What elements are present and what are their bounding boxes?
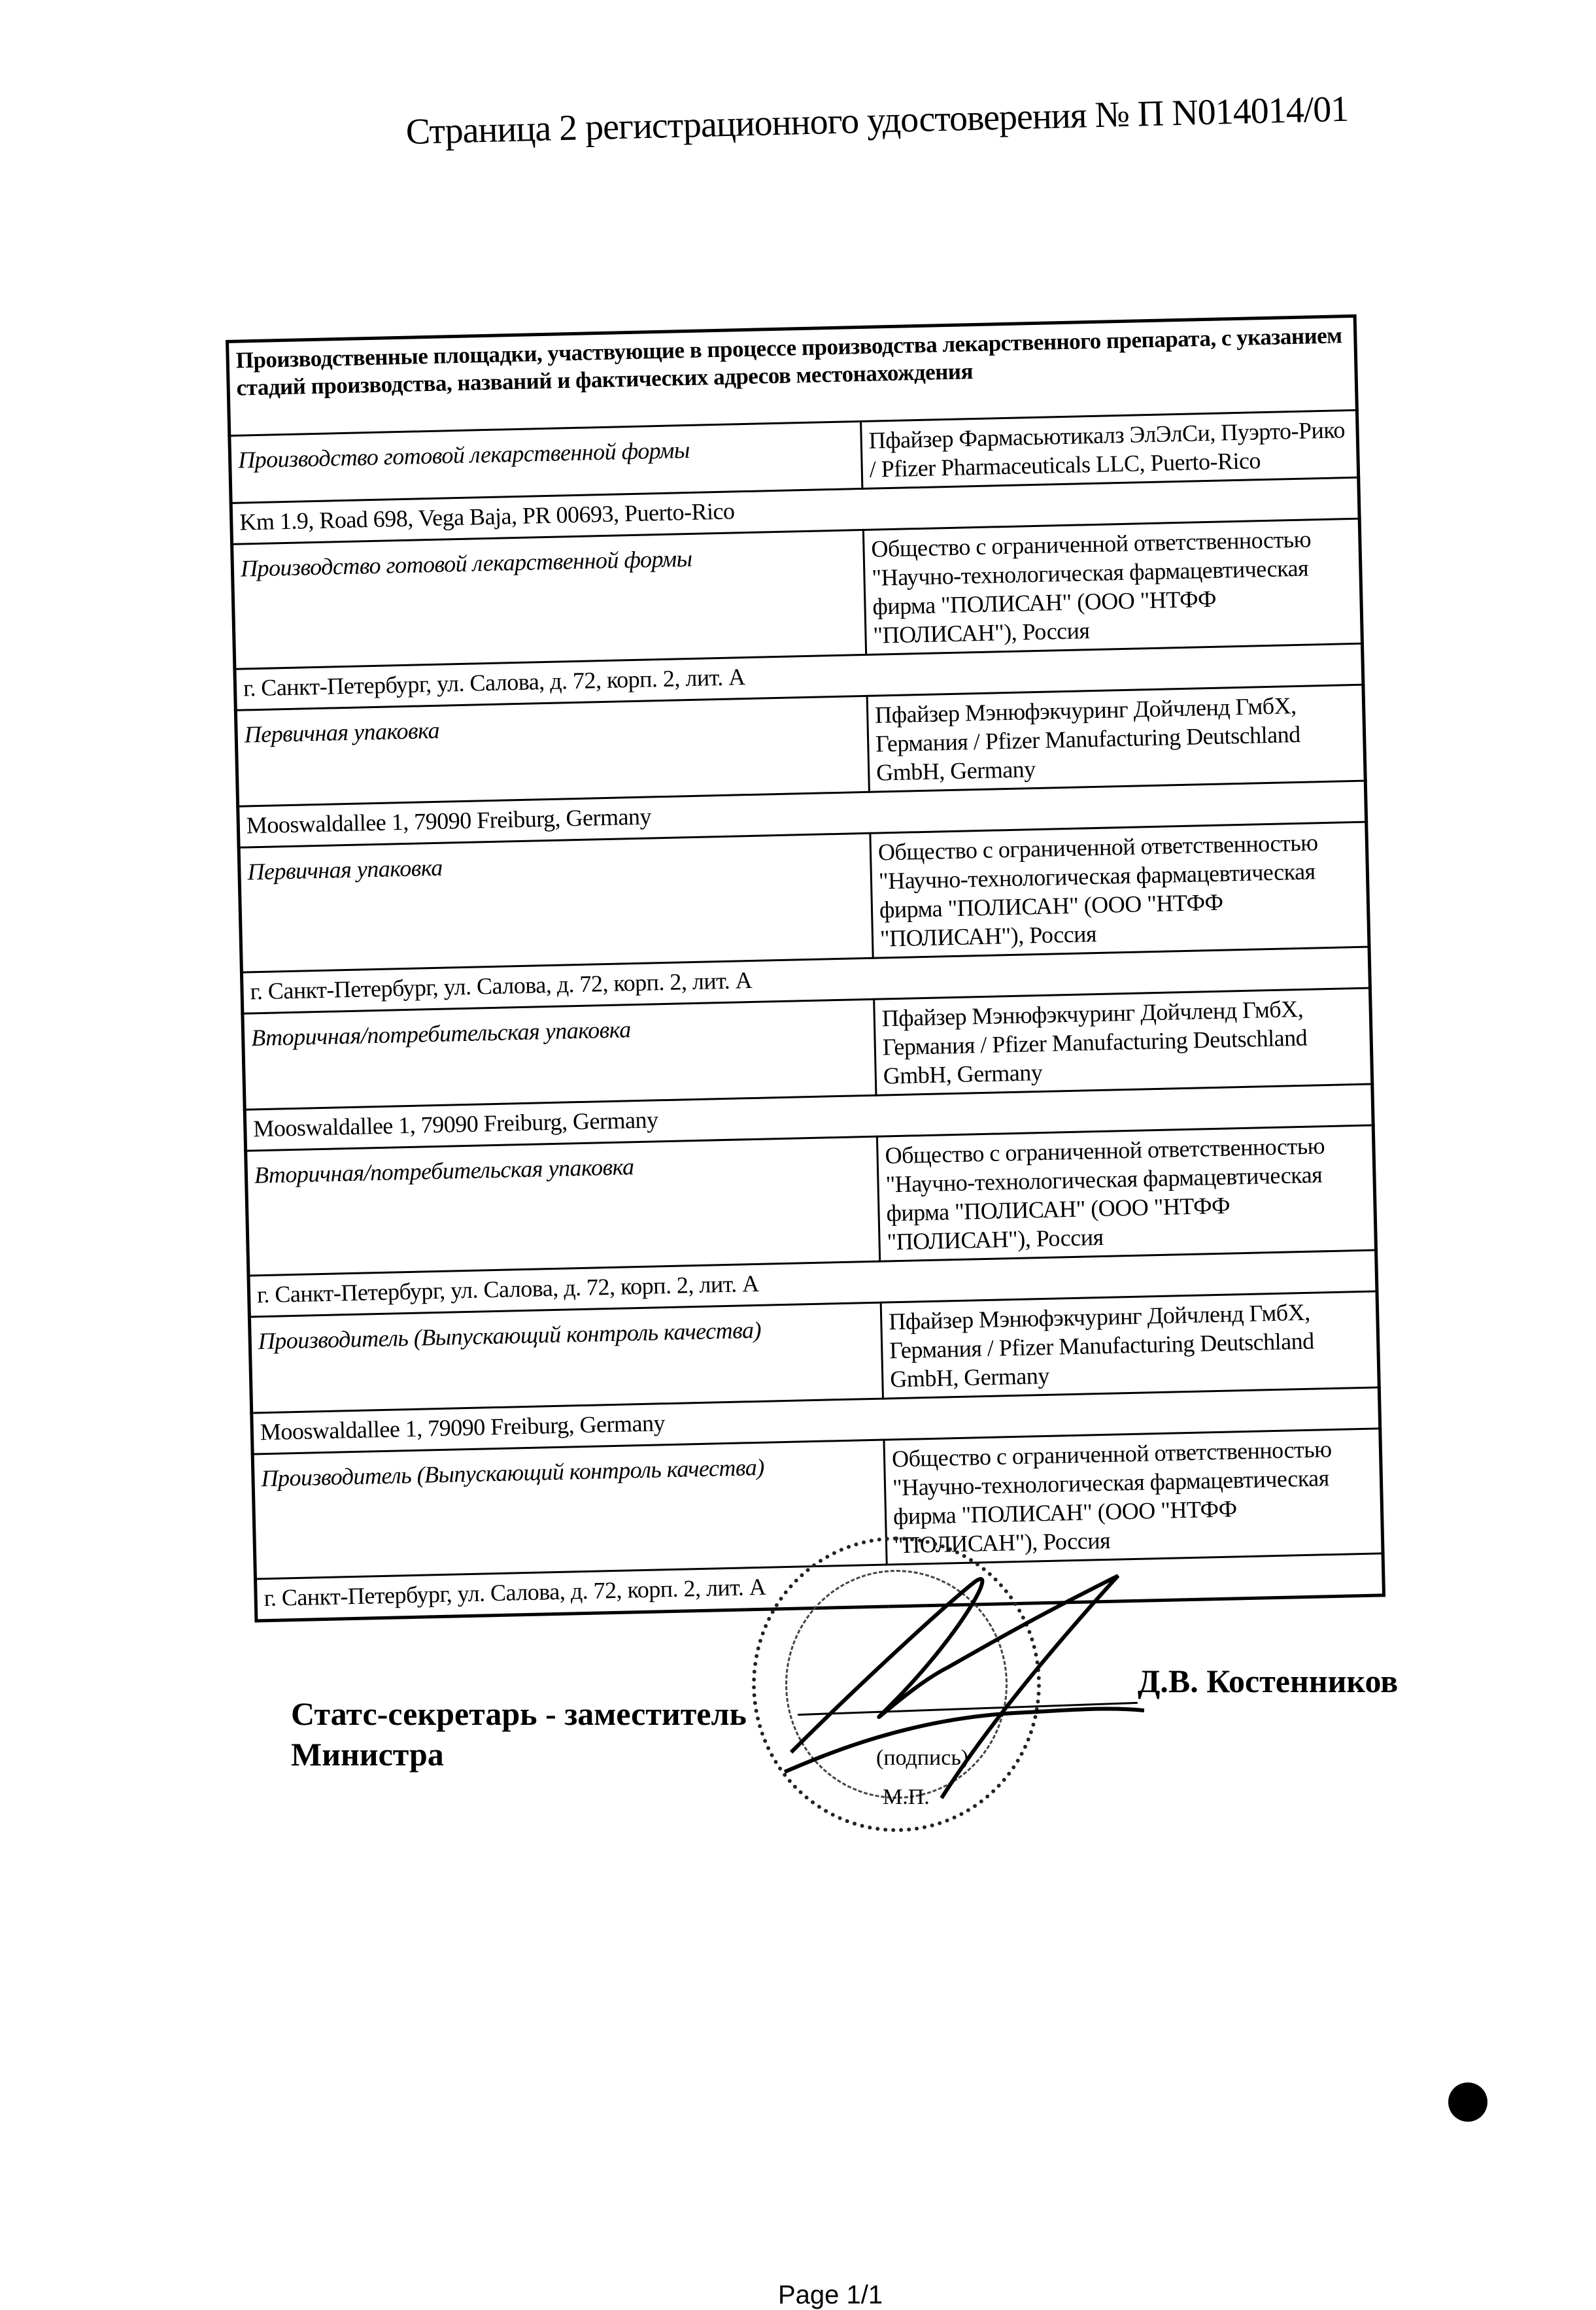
site-address: г. Санкт-Петербург, ул. Салова, д. 72, корп. 2, лит. А — [256, 1554, 1384, 1621]
signatory-position-line2: Министра — [291, 1736, 444, 1773]
scan-artifact — [1448, 2082, 1487, 2122]
production-stage: Первичная упаковка — [235, 696, 869, 806]
page-title: Страница 2 регистрационного удостоверения № П N014014/01 — [405, 88, 1349, 152]
production-stage: Производитель (Выпускающий контроль качества) — [249, 1302, 883, 1413]
site-address: Mooswaldallee 1, 79090 Freiburg, Germany — [238, 781, 1367, 847]
manufacturer-name: Общество с ограниченной ответственностью "Научно-технологическая фармацевтическая фирма "ПОЛИСАН" (ООО "НТФФ "ПОЛИСАН"), Россия — [870, 822, 1369, 958]
production-stage: Производство готовой лекарственной формы — [232, 530, 866, 669]
manufacturer-name: Пфайзер Фармасьютикалз ЭлЭлСи, Пуэрто-Рико / Pfizer Pharmaceuticals LLC, Puerto-Rico — [861, 410, 1359, 488]
site-address: г. Санкт-Петербург, ул. Салова, д. 72, корп. 2, лит. А — [235, 643, 1363, 710]
manufacturer-name: Общество с ограниченной ответственностью "Научно-технологическая фармацевтическая фирма "ПОЛИСАН" (ООО "НТФФ "ПОЛИСАН"), Россия — [877, 1125, 1376, 1261]
table-header: Производственные площадки, участвующие в процессе производства лекарственного препарата, с указанием стадий производства, названий и фактических адресов местонахождения — [228, 316, 1357, 435]
site-address: г. Санкт-Петербург, ул. Салова, д. 72, корп. 2, лит. А — [248, 1250, 1377, 1317]
signature-caption: (подпись) — [876, 1746, 969, 1770]
site-row — [232, 518, 1363, 669]
manufacturer-name: Пфайзер Мэнюфэкчуринг Дойчленд ГмбХ, Германия / Pfizer Manufacturing Deutschland GmbH, Germany — [874, 988, 1372, 1095]
site-row — [246, 1125, 1376, 1276]
signatory-name: Д.В. Костенников — [1138, 1663, 1399, 1699]
site-address: г. Санкт-Петербург, ул. Салова, д. 72, корп. 2, лит. А — [241, 947, 1370, 1013]
production-stage: Вторичная/потребительская упаковка — [246, 1136, 880, 1276]
site-address: Km 1.9, Road 698, Vega Baja, PR 00693, Puerto-Rico — [231, 477, 1359, 544]
site-row — [239, 822, 1369, 972]
signatory-position-line1: Статс-секретарь - заместитель — [291, 1695, 747, 1732]
manufacturer-name: Общество с ограниченной ответственностью "Научно-технологическая фармацевтическая фирма "ПОЛИСАН" (ООО "НТФФ "ПОЛИСАН"), Россия — [884, 1429, 1383, 1565]
production-stage: Первичная упаковка — [239, 833, 873, 972]
page-footer: Page 1/1 — [778, 2281, 883, 2309]
production-stage: Вторичная/потребительская упаковка — [243, 999, 876, 1110]
seal-caption: М.П. — [883, 1785, 930, 1809]
site-address: Mooswaldallee 1, 79090 Freiburg, Germany — [252, 1387, 1380, 1454]
manufacturing-sites-table — [226, 314, 1385, 1623]
site-address: Mooswaldallee 1, 79090 Freiburg, Germany — [245, 1084, 1373, 1151]
production-stage: Производитель (Выпускающий контроль качества) — [252, 1440, 887, 1579]
production-stage: Производство готовой лекарственной формы — [229, 421, 862, 503]
manufacturer-name: Пфайзер Мэнюфэкчуринг Дойчленд ГмбХ, Германия / Pfizer Manufacturing Deutschland GmbH, Germany — [881, 1291, 1379, 1399]
manufacturer-name: Пфайзер Мэнюфэкчуринг Дойчленд ГмбХ, Германия / Pfizer Manufacturing Deutschland GmbH, Germany — [867, 685, 1365, 792]
manufacturer-name: Общество с ограниченной ответственностью "Научно-технологическая фармацевтическая фирма "ПОЛИСАН" (ООО "НТФФ "ПОЛИСАН"), Россия — [863, 518, 1362, 654]
